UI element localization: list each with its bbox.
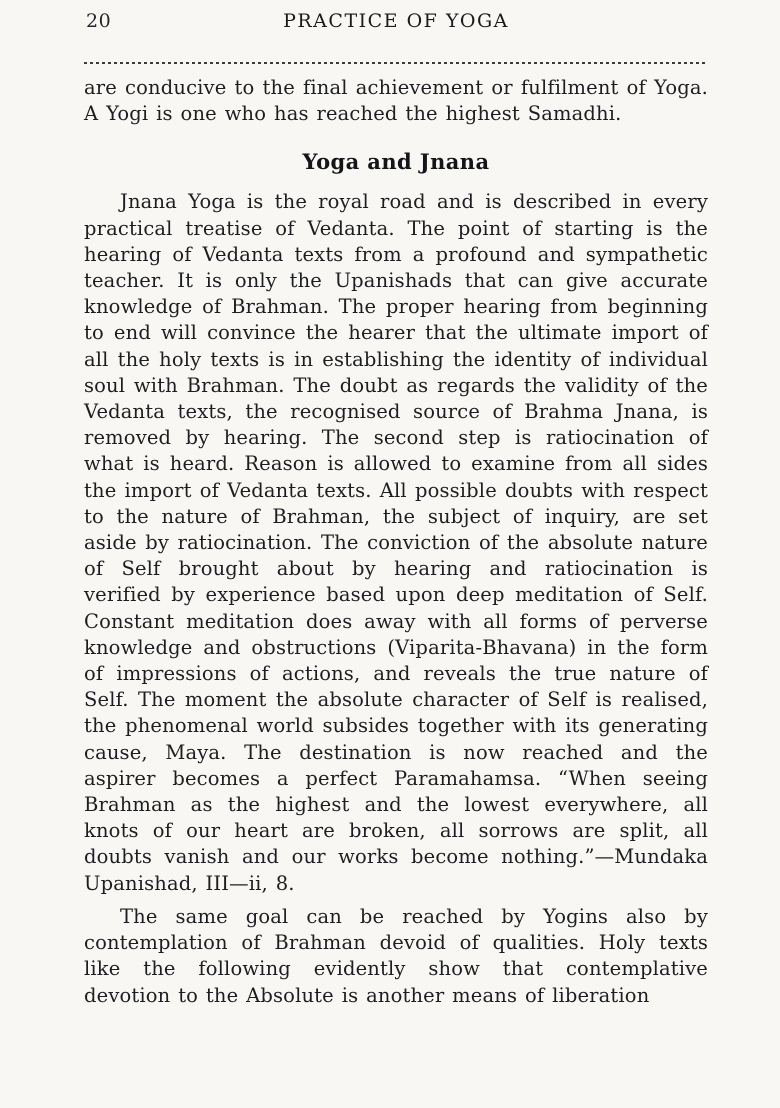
running-title: PRACTICE OF YOGA xyxy=(283,10,509,32)
paragraph-jnana-yoga: Jnana Yoga is the royal road and is described in every practical treatise of Vedanta. The point of starting is the hearing of Vedanta texts from a profound and sympathetic teacher. It is only the Upanishads that can give accurate knowledge of Brahman. The proper hearing from beginning to end will convince the hearer that the ultimate import of all the holy texts is in establishing the identity of individual soul with Brahman. The doubt as regards the validity of the Vedanta texts, the recognised source of Brahma Jnana, is removed by hearing. The second step is ratiocination of what is heard. Reason is allowed to examine from all sides the import of Vedanta texts. All possible doubts with respect to the nature of Brahman, the subject of inquiry, are set aside by ratiocination. The conviction of the absolute nature of Self brought about by hearing and ratiocination is verified by experience based upon deep meditation of Self. Constant meditation does away with all forms of perverse knowledge and obstructions (Viparita-Bhavana) in the form of impressions of actions, and reveals the true nature of Self. The moment the absolute character of Self is realised, the phenomenal world subsides together with its generating cause, Maya. The destination is now reached and the aspirer becomes a perfect Paramahamsa. “When seeing Brahman as the highest and the lowest everywhere, all knots of our heart are broken, all sorrows are split, all doubts vanish and our works become nothing.”—Mundaka Upanishad, III—ii, 8. xyxy=(84,190,708,895)
page-number: 20 xyxy=(86,10,112,32)
paragraph-continuation: are conducive to the final achievement or fulfilment of Yoga. A Yogi is one who has reached the highest Samadhi. xyxy=(84,76,708,126)
header-rule xyxy=(84,62,708,65)
page-header xyxy=(84,10,708,40)
paragraph-same-goal: The same goal can be reached by Yogins also by contemplation of Brahman devoid of qualities. Holy texts like the following evidently show that contemplative devotion to the Absolute is another means of liberation xyxy=(84,904,708,1007)
section-heading: Yoga and Jnana xyxy=(302,149,490,175)
page-body xyxy=(84,75,708,1009)
